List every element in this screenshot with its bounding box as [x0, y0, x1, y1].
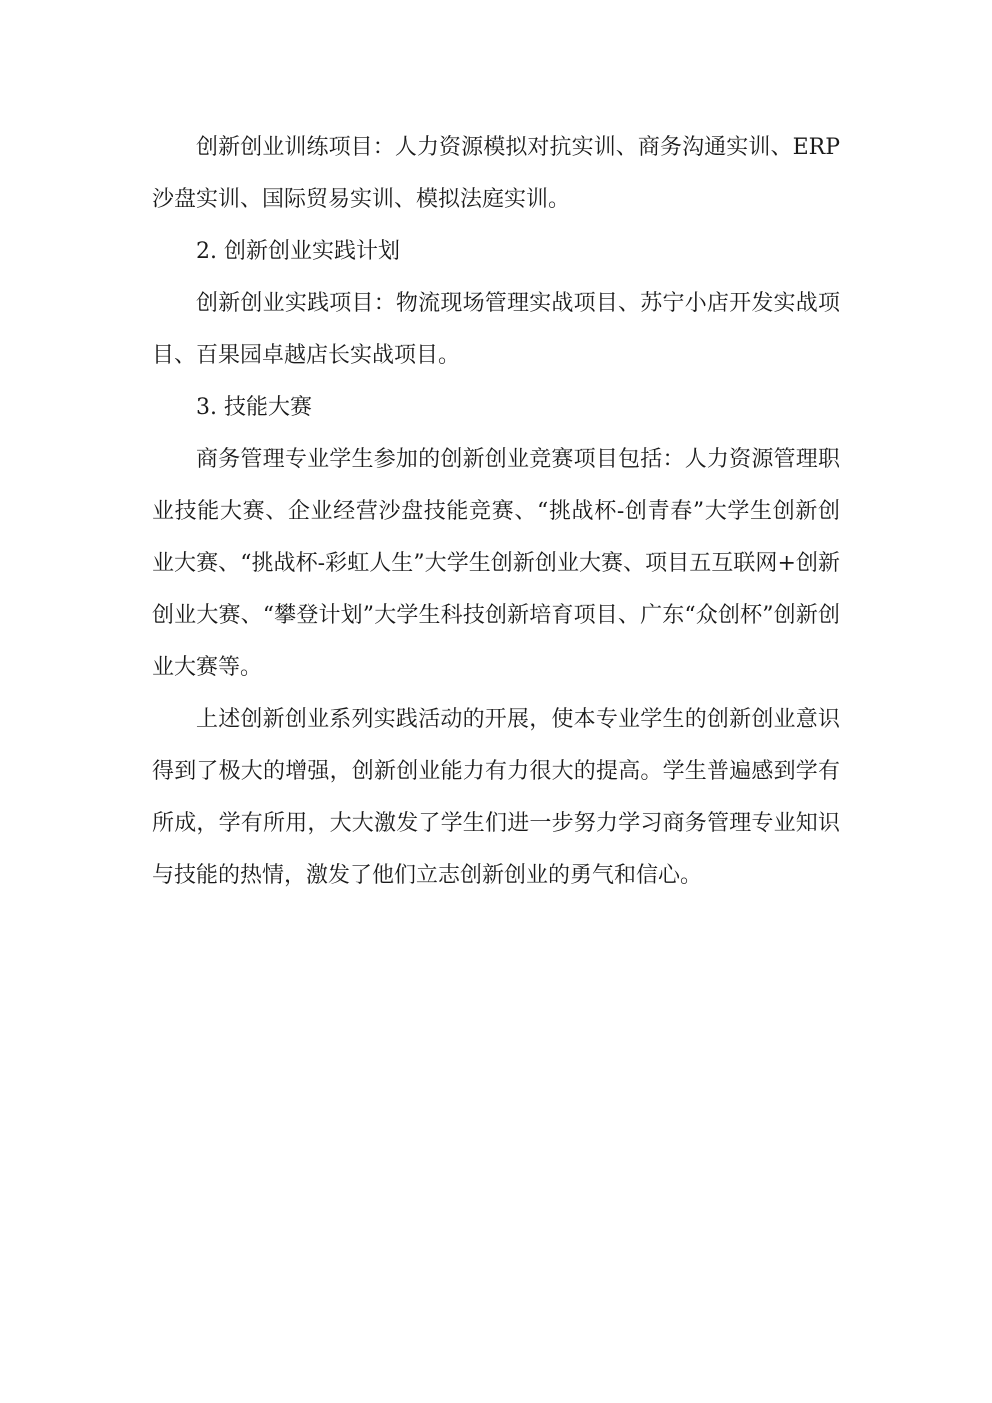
section-heading-practice-plan: 2. 创新创业实践计划 — [196, 239, 400, 264]
training-projects-paragraph: 创新创业训练项目：人力资源模拟对抗实训、商务沟通实训、ERP沙盘实训、国际贸易实训、模拟法庭实训。 — [152, 135, 840, 212]
document-body — [152, 122, 840, 902]
section-heading-skills-competition: 3. 技能大赛 — [196, 395, 312, 420]
practice-projects-paragraph: 创新创业实践项目：物流现场管理实战项目、苏宁小店开发实战项目、百果园卓越店长实战项目。 — [152, 291, 840, 368]
competition-projects-paragraph: 商务管理专业学生参加的创新创业竞赛项目包括：人力资源管理职业技能大赛、企业经营沙盘技能竞赛、“挑战杯-创青春”大学生创新创业大赛、“挑战杯-彩虹人生”大学生创新创业大赛、项目五互联网+创新创业大赛、“攀登计划”大学生科技创新培育项目、广东“众创杯”创新创业大赛等。 — [152, 447, 840, 680]
summary-paragraph: 上述创新创业系列实践活动的开展，使本专业学生的创新创业意识得到了极大的增强，创新创业能力有力很大的提高。学生普遍感到学有所成，学有所用，大大激发了学生们进一步努力学习商务管理专业知识与技能的热情，激发了他们立志创新创业的勇气和信心。 — [152, 707, 840, 888]
